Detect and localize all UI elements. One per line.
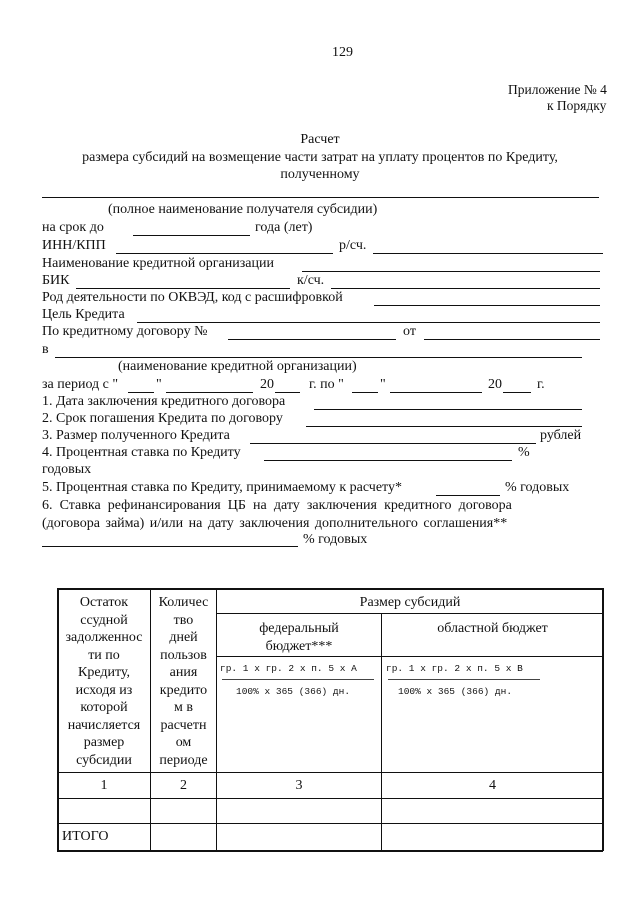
col2-header: Количес тво дней пользов ания кредито м в расчетн ом периоде [158,595,209,768]
period-year-suffix: г. [537,377,545,392]
col1-header: Остаток ссудной задолженнос ти по Кредиту, исходя из которой начисляется размер субсидии [65,595,143,768]
formula3-numerator: гр. 1 x гр. 2 x п. 5 x А [220,663,357,674]
item-5-label: 5. Процентная ставка по Кредиту, принимаемому к расчету* [42,480,402,495]
col-number-2: 2 [180,778,187,793]
period-mid: г. по " [309,377,344,392]
item-4-continuation: годовых [42,462,92,477]
item-4-label: 4. Процентная ставка по Кредиту [42,445,241,460]
item-1-label: 1. Дата заключения кредитного договора [42,394,286,409]
formula3-denominator: 100% x 365 (366) дн. [236,686,351,697]
item-4-unit: % [518,445,530,460]
item-6-unit: % годовых [303,532,368,547]
okved-label: Род деятельности по ОКВЭД, код с расшифровкой [42,290,343,305]
col-number-1: 1 [100,778,108,793]
period-year-prefix1: 20 [260,377,274,392]
item-5-unit: % годовых [505,480,570,495]
item-2-label: 2. Срок погашения Кредита по договору [42,411,283,426]
title-line2: размера субсидий на возмещение части затрат на уплату процентов по Кредиту, [82,150,558,165]
item-6-line1: 6. Ставка рефинансирования ЦБ на дату заключения кредитного договора [42,498,512,513]
appendix-line2: к Порядку [547,98,607,113]
item-6-line2: (договора займа) и/или на дату заключения дополнительного соглашения** [42,516,508,531]
group-header: Размер субсидий [359,595,461,610]
period-prefix: за период с " [42,377,119,392]
total-label: ИТОГО [62,829,109,844]
period-year-prefix2: 20 [488,377,502,392]
table-row[interactable] [58,799,602,823]
bank-label: Наименование кредитной организации [42,256,274,271]
term-suffix: года (лет) [255,220,313,235]
corr-account-label: к/сч. [297,273,325,288]
formula4-denominator: 100% x 365 (366) дн. [398,686,513,697]
in-label: в [42,342,49,357]
col-number-3: 3 [295,778,303,793]
appendix-line1: Приложение № 4 [508,82,607,97]
period-quote1: " [156,377,162,392]
title-line1: Расчет [300,132,340,147]
formula4-numerator: гр. 1 x гр. 2 x п. 5 x В [386,663,523,674]
page-number: 129 [332,45,353,60]
bank-caption: (наименование кредитной организации) [118,359,357,374]
contract-label: По кредитному договору № [42,324,208,339]
inn-label: ИНН/КПП [42,238,106,253]
col4-header: областной бюджет [437,621,548,636]
col3-header: федеральный бюджет*** [259,621,339,654]
col-number-4: 4 [489,778,496,793]
recipient-caption: (полное наименование получателя субсидии) [108,202,378,217]
from-label: от [403,324,416,339]
purpose-label: Цель Кредита [42,307,125,322]
account-label: р/сч. [339,238,367,253]
item-3-unit: рублей [540,428,582,443]
period-quote2: " [380,377,386,392]
bik-label: БИК [42,273,70,288]
term-label: на срок до [42,220,104,235]
item-3-label: 3. Размер полученного Кредита [42,428,230,443]
title-line3: полученному [280,167,360,182]
